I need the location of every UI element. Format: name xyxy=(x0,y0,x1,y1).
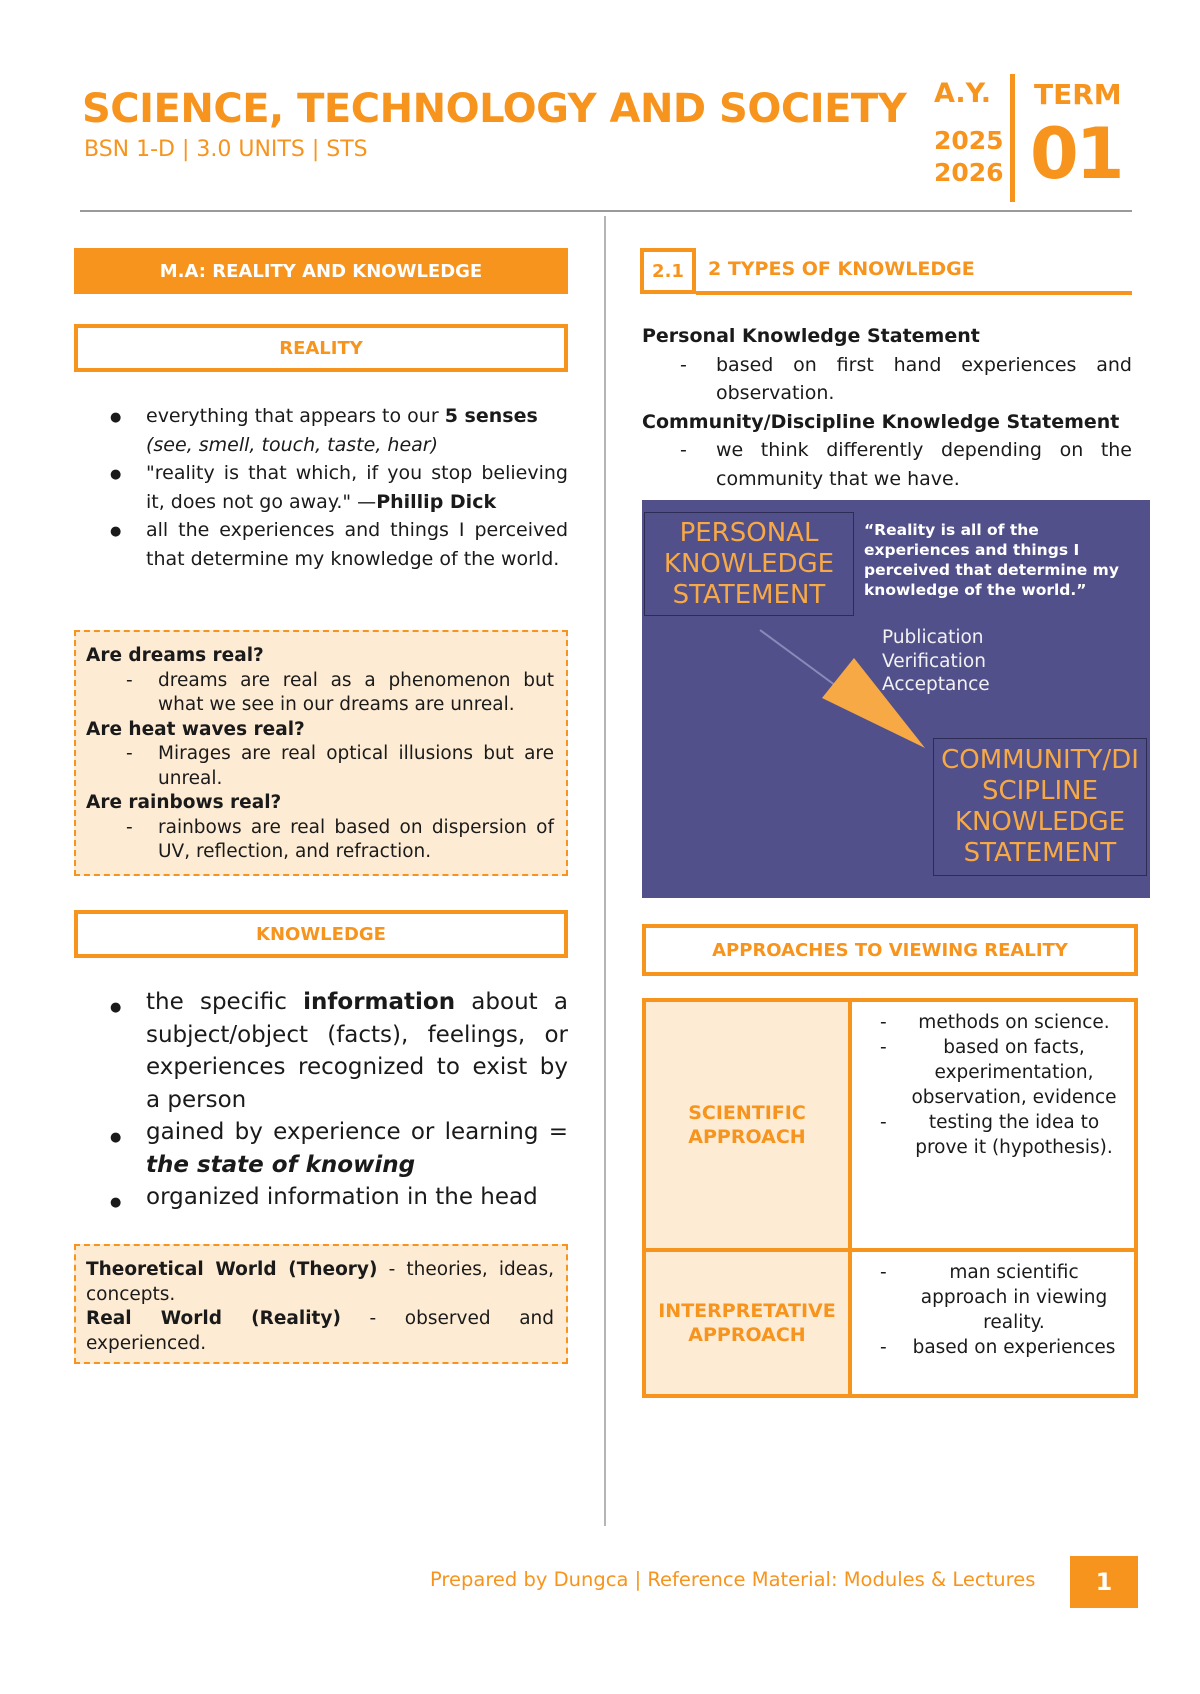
real-world-term: Real World (Reality) xyxy=(86,1308,341,1329)
process-steps xyxy=(882,626,990,697)
cd-line: COMMUNITY/DI xyxy=(941,745,1139,775)
reality-line xyxy=(86,1307,554,1356)
knowledge-list xyxy=(74,986,568,1214)
cd-line: KNOWLEDGE xyxy=(954,807,1126,837)
personal-knowledge-box xyxy=(644,512,854,616)
list-item xyxy=(74,1116,568,1181)
approaches-heading: APPROACHES TO VIEWING REALITY xyxy=(642,924,1138,976)
pk-line: PERSONAL xyxy=(679,517,819,548)
interpretative-approach-label: INTERPRETATIVE APPROACH xyxy=(658,1300,836,1346)
knowledge-b2-text: gained by experience or learning = xyxy=(146,1119,568,1145)
list-item: - testing the idea to prove it (hypothesis). xyxy=(868,1110,1124,1160)
reality-b2-bold: Phillip Dick xyxy=(376,490,497,513)
table-row xyxy=(646,1002,1134,1248)
section-underline xyxy=(696,291,1132,295)
list-item xyxy=(74,516,568,573)
pk-line: KNOWLEDGE xyxy=(663,548,835,579)
list-item: - methods on science. xyxy=(868,1010,1124,1035)
column-divider xyxy=(604,216,606,1526)
approaches-table xyxy=(642,998,1138,1398)
document-title: SCIENCE, TECHNOLOGY AND SOCIETY xyxy=(82,86,907,132)
reality-list xyxy=(74,402,568,573)
section-title: 2 TYPES OF KNOWLEDGE xyxy=(708,258,975,280)
step-acceptance: Acceptance xyxy=(882,674,990,695)
pk-line: STATEMENT xyxy=(672,579,826,610)
theory-term: Theoretical World (Theory) xyxy=(86,1259,378,1280)
footer-credit: Prepared by Dungca | Reference Material: Modules & Lectures xyxy=(430,1568,1036,1591)
answer-1: - dreams are real as a phenomenon but what we see in our dreams are unreal. xyxy=(86,669,554,718)
personal-desc: - based on first hand experiences and observation. xyxy=(642,351,1132,408)
cd-line: SCIPLINE xyxy=(981,776,1099,806)
knowledge-b1-bold: information xyxy=(303,989,456,1015)
reality-b1-bold: 5 senses xyxy=(444,405,538,427)
term-label: TERM xyxy=(1034,78,1122,111)
header-divider xyxy=(1010,74,1015,202)
reality-quote: “Reality is all of the experiences and things I perceived that determine my knowledge of the world.” xyxy=(864,521,1119,599)
question-1: Are dreams real? xyxy=(86,645,264,666)
list-item: - man scientific approach in viewing reality. xyxy=(868,1260,1124,1335)
knowledge-statements xyxy=(642,322,1132,493)
questions-box xyxy=(74,630,568,876)
theory-desc: - theories, ideas, concepts. xyxy=(86,1259,554,1305)
theory-box xyxy=(74,1244,568,1364)
cd-line: STATEMENT xyxy=(963,838,1117,868)
list-item: - based on facts, experimentation, observation, evidence xyxy=(868,1035,1124,1110)
knowledge-diagram xyxy=(642,500,1150,898)
course-subtitle: BSN 1-D | 3.0 UNITS | STS xyxy=(84,137,368,162)
knowledge-heading: KNOWLEDGE xyxy=(74,910,568,958)
knowledge-b2-emphasis: the state of knowing xyxy=(146,1151,416,1178)
knowledge-b1-rest: about a subject/object (facts), feelings, or experiences recognized to exist by a person xyxy=(146,989,568,1113)
interpretative-approach-cell xyxy=(852,1252,1134,1394)
scientific-approach-cell xyxy=(852,1002,1134,1248)
term-number: 01 xyxy=(1030,113,1122,195)
question-3: Are rainbows real? xyxy=(86,792,282,813)
list-item xyxy=(74,459,568,516)
reality-heading: REALITY xyxy=(74,324,568,372)
theory-line xyxy=(86,1258,554,1307)
reality-b2-text: "reality is that which, if you stop believing it, does not go away." — xyxy=(146,462,568,513)
personal-heading: Personal Knowledge Statement xyxy=(642,325,980,347)
reality-b3-text: all the experiences and things I perceived that determine my knowledge of the world. xyxy=(146,519,568,570)
list-item xyxy=(74,402,568,459)
community-desc: - we think differently depending on the community that we have. xyxy=(642,436,1132,493)
academic-year-end: 2026 xyxy=(934,158,1004,187)
section-number: 2.1 xyxy=(640,248,696,294)
answer-3: - rainbows are real based on dispersion of UV, reflection, and refraction. xyxy=(86,816,554,865)
reality-b1-text: everything that appears to our xyxy=(146,405,445,427)
step-publication: Publication xyxy=(882,627,984,648)
knowledge-b1-text: the specific xyxy=(146,989,304,1015)
list-item xyxy=(74,1181,568,1214)
reality-b1-italic: (see, smell, touch, taste, hear) xyxy=(146,433,438,456)
list-item: - based on experiences xyxy=(868,1335,1124,1360)
scientific-approach-label: SCIENTIFIC APPROACH xyxy=(688,1102,806,1148)
answer-2: - Mirages are real optical illusions but are unreal. xyxy=(86,742,554,791)
knowledge-b3-text: organized information in the head xyxy=(146,1184,538,1210)
list-item xyxy=(74,986,568,1116)
community-knowledge-box xyxy=(933,738,1147,876)
table-row xyxy=(646,1252,1134,1394)
community-heading: Community/Discipline Knowledge Statement xyxy=(642,410,1120,433)
question-2: Are heat waves real? xyxy=(86,718,305,740)
real-world-desc: - observed and experienced. xyxy=(86,1308,554,1354)
academic-year-label: A.Y. xyxy=(934,78,991,109)
main-section-banner: M.A: REALITY AND KNOWLEDGE xyxy=(74,248,568,294)
page-number: 1 xyxy=(1070,1556,1138,1608)
academic-year-start: 2025 xyxy=(934,126,1004,155)
step-verification: Verification xyxy=(882,650,986,672)
header-rule xyxy=(80,210,1132,212)
